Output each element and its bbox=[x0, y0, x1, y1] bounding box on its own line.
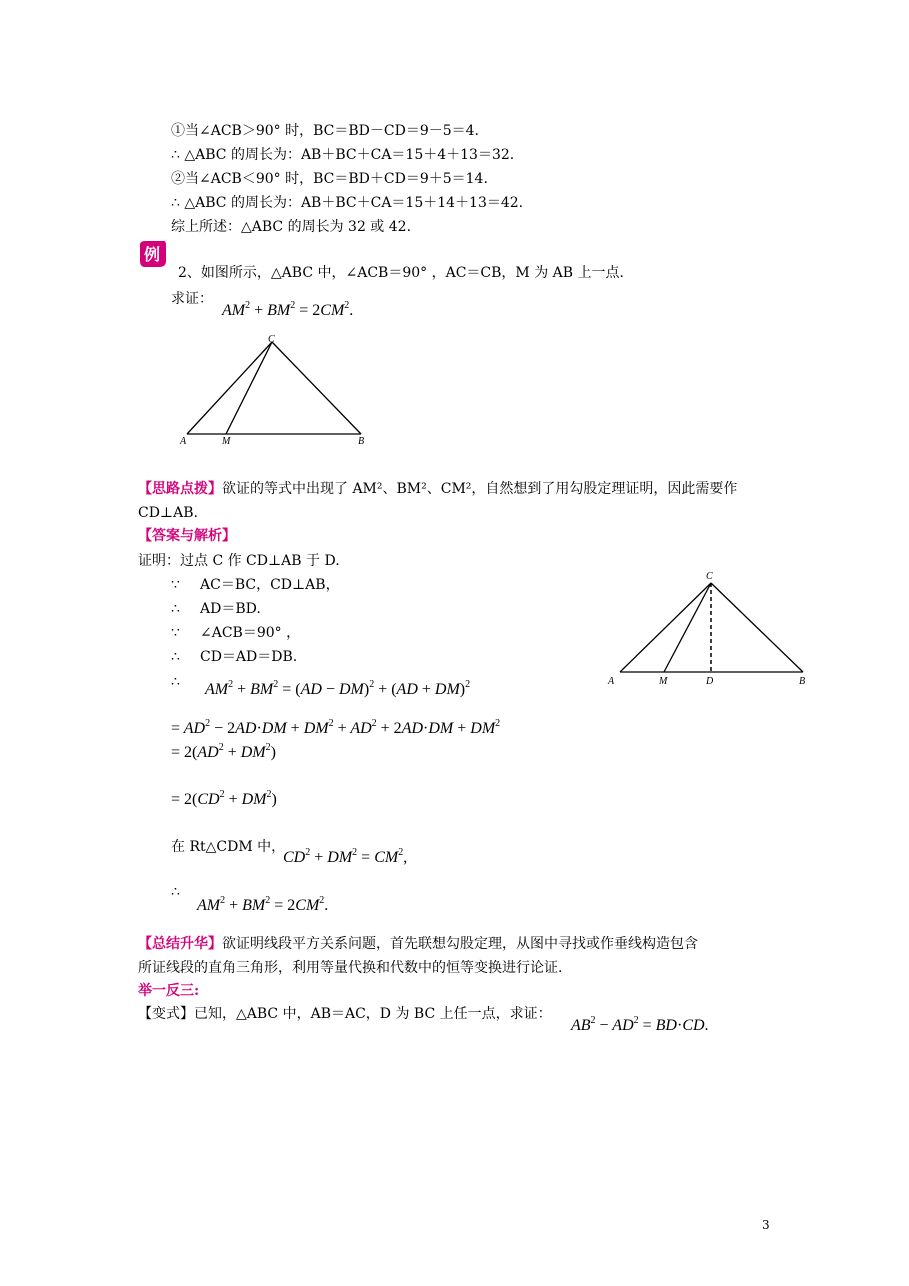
prove-label: 求证： bbox=[171, 291, 213, 307]
hint-line2: CD⊥AB. bbox=[138, 505, 198, 521]
therefore-symbol-2: ∴ bbox=[171, 649, 180, 665]
because-line-1: AC＝BC，CD⊥AB， bbox=[200, 577, 340, 593]
summary-line2: 所证线段的直角三角形，利用等量代换和代数中的恒等变换进行论证. bbox=[138, 960, 563, 976]
fig2-label-m: M bbox=[659, 676, 668, 687]
equation-step-3: = $2(CD^2 + DM^2)$ bbox=[171, 789, 277, 808]
because-symbol-1: ∵ bbox=[171, 577, 180, 593]
fig1-label-m: M bbox=[222, 436, 231, 447]
fig2-label-b: B bbox=[799, 676, 806, 687]
fig2-label-c: C bbox=[706, 571, 713, 582]
equation-step-1: = $AD^2 - 2AD\cdot DM + DM^2 + AD^2 + 2AD\cdot DM + DM^2$ bbox=[171, 718, 501, 737]
case2-conclusion: ∴ △ABC 的周长为：AB＋BC＋CA＝15＋14＋13＝42. bbox=[171, 195, 524, 211]
final-equation: $AM^2 + BM^2 = 2CM^2$. bbox=[197, 895, 329, 914]
prove-equation: $AM^2 + BM^2 = 2CM^2$. bbox=[222, 300, 354, 319]
example-text: 2、如图所示，△ABC 中，∠ACB＝90° ，AC＝CB，M 为 AB 上一点. bbox=[178, 265, 624, 281]
equation-step-2: = $2(AD^2 + DM^2)$ bbox=[171, 742, 276, 761]
equation-expand: $AM^2 + BM^2 = (AD - DM)^2 + (AD + DM)^2$ bbox=[205, 679, 471, 698]
therefore-symbol-1: ∴ bbox=[171, 601, 180, 617]
variant-equation: $AB^2 - AD^2 = BD\cdot CD$. bbox=[571, 1015, 709, 1034]
fig1-label-a: A bbox=[180, 436, 187, 447]
case2-line: ②当∠ACB＜90° 时，BC＝BD＋CD＝9＋5＝14. bbox=[171, 171, 488, 187]
hint-heading: 【思路点拨】 bbox=[138, 481, 222, 497]
fig1-label-b: B bbox=[358, 436, 365, 447]
proof-intro: 证明：过点 C 作 CD⊥AB 于 D. bbox=[138, 553, 340, 569]
pythagoras-equation: $CD^2 + DM^2 = CM^2$, bbox=[283, 847, 408, 866]
summary-line1: 欲证明线段平方关系问题，首先联想勾股定理，从图中寻找或作垂线构造包含 bbox=[222, 936, 698, 952]
therefore-line-2: CD＝AD＝DB. bbox=[200, 649, 298, 665]
variant-heading: 举一反三: bbox=[138, 983, 200, 999]
because-line-2: ∠ACB＝90° ， bbox=[200, 625, 301, 641]
variant-paragraph bbox=[138, 1005, 552, 1023]
figure-triangle-2 bbox=[600, 566, 812, 692]
case1-conclusion: ∴ △ABC 的周长为：AB＋BC＋CA＝15＋4＋13＝32. bbox=[171, 147, 515, 163]
hint-paragraph bbox=[138, 480, 737, 498]
variant-text: 已知，△ABC 中，AB＝AC，D 为 BC 上任一点，求证： bbox=[194, 1006, 552, 1022]
summary-heading: 【总结升华】 bbox=[138, 936, 222, 952]
example-badge-icon bbox=[137, 239, 167, 269]
summary-line: 综上所述：△ABC 的周长为 32 或 42. bbox=[171, 219, 412, 235]
because-symbol-2: ∵ bbox=[171, 625, 180, 641]
case1-line: ①当∠ACB＞90° 时，BC＝BD－CD＝9－5＝4. bbox=[171, 123, 479, 139]
summary-paragraph bbox=[138, 935, 698, 953]
hint-line1: 欲证的等式中出现了 AM²、BM²、CM²，自然想到了用勾股定理证明，因此需要作 bbox=[222, 481, 738, 497]
therefore-line-1: AD＝BD. bbox=[200, 601, 261, 617]
answer-heading: 【答案与解析】 bbox=[138, 528, 236, 544]
fig2-label-d: D bbox=[706, 676, 714, 687]
variant-label: 【变式】 bbox=[138, 1006, 194, 1022]
page-number: 3 bbox=[762, 1218, 770, 1232]
therefore-symbol-4: ∴ bbox=[171, 884, 180, 900]
fig2-label-a: A bbox=[608, 676, 615, 687]
example-badge bbox=[137, 239, 167, 269]
rt-triangle-prefix: 在 Rt△CDM 中， bbox=[171, 839, 286, 855]
example-badge-label: 例 bbox=[143, 245, 161, 264]
figure-triangle-1 bbox=[178, 330, 378, 450]
fig1-label-c: C bbox=[268, 334, 275, 345]
therefore-symbol-3: ∴ bbox=[171, 674, 180, 690]
